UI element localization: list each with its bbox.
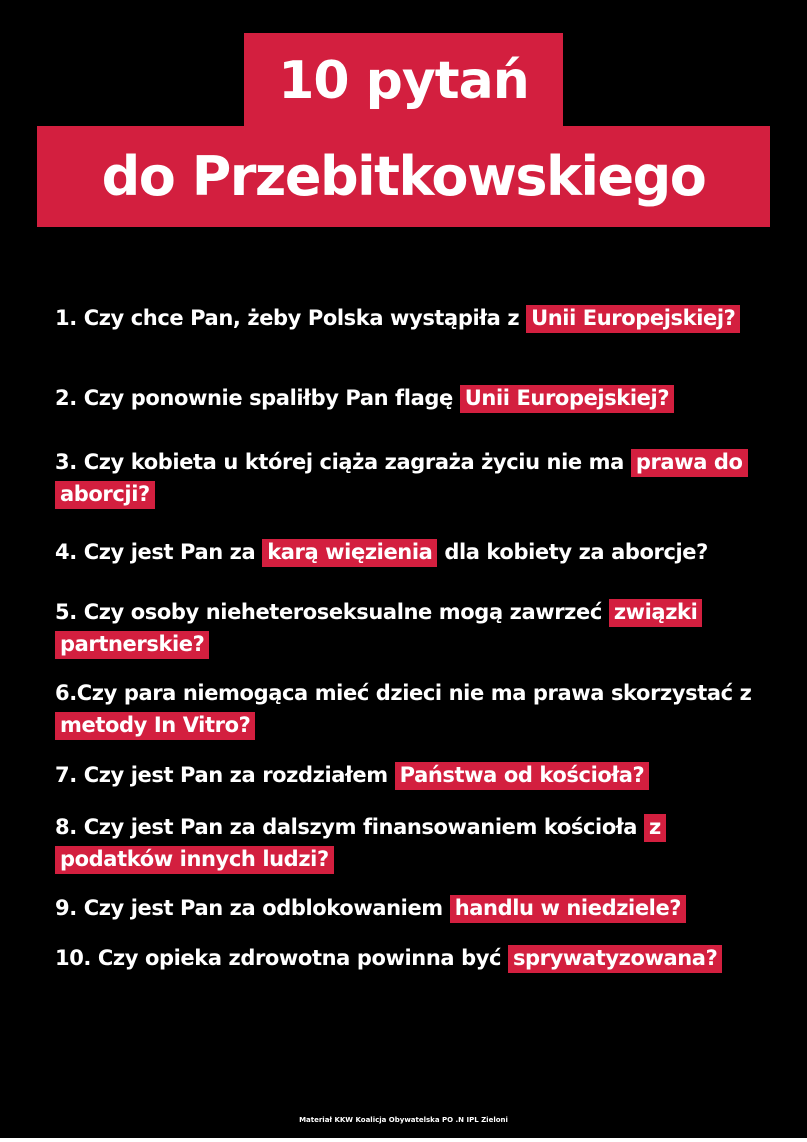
- question-7-highlight: Państwa od kościoła?: [395, 762, 650, 790]
- question-3: [55, 446, 765, 510]
- question-1-text: 1. Czy chce Pan, żeby Polska wystąpiła z: [55, 306, 527, 330]
- question-4-after: dla kobiety za aborcje?: [437, 540, 708, 564]
- question-10: [55, 942, 765, 974]
- question-1: [55, 302, 765, 334]
- question-2-text: 2. Czy ponownie spaliłby Pan flagę: [55, 386, 460, 410]
- question-5-highlight: związki partnerskie?: [55, 599, 702, 659]
- question-8: [55, 811, 765, 875]
- question-3-text: 3. Czy kobieta u której ciąża zagraża życiu nie ma: [55, 450, 631, 474]
- question-8-text: 8. Czy jest Pan za dalszym finansowaniem kościoła: [55, 815, 644, 839]
- question-2-highlight: Unii Europejskiej?: [460, 385, 674, 413]
- question-5: [55, 596, 765, 660]
- question-6-highlight: metody In Vitro?: [55, 712, 255, 740]
- title-line-2: do Przebitkowskiego: [37, 126, 770, 227]
- question-7-text: 7. Czy jest Pan za rozdziałem: [55, 763, 395, 787]
- question-6: [55, 677, 765, 741]
- question-9: [55, 892, 765, 924]
- question-10-text: 10. Czy opieka zdrowotna powinna być: [55, 946, 508, 970]
- question-7: [55, 759, 765, 791]
- question-10-highlight: sprywatyzowana?: [508, 945, 722, 973]
- question-4-highlight: karą więzienia: [262, 539, 437, 567]
- title-line-1: 10 pytań: [244, 33, 563, 129]
- question-2: [55, 382, 765, 414]
- question-5-text: 5. Czy osoby nieheteroseksualne mogą zawrzeć: [55, 600, 609, 624]
- question-8-highlight: z podatków innych ludzi?: [55, 814, 666, 874]
- bottom-border: [0, 1138, 807, 1142]
- question-9-highlight: handlu w niedziele?: [450, 895, 686, 923]
- question-4: [55, 536, 765, 568]
- question-4-text: 4. Czy jest Pan za: [55, 540, 263, 564]
- question-6-text: 6.Czy para niemogąca mieć dzieci nie ma prawa skorzystać z: [55, 681, 752, 705]
- question-1-highlight: Unii Europejskiej?: [526, 305, 740, 333]
- question-9-text: 9. Czy jest Pan za odblokowaniem: [55, 896, 450, 920]
- footer-credit: Materiał KKW Koalicja Obywatelska PO .N IPL Zieloni: [299, 1116, 508, 1124]
- question-3-highlight: prawa do aborcji?: [55, 449, 748, 509]
